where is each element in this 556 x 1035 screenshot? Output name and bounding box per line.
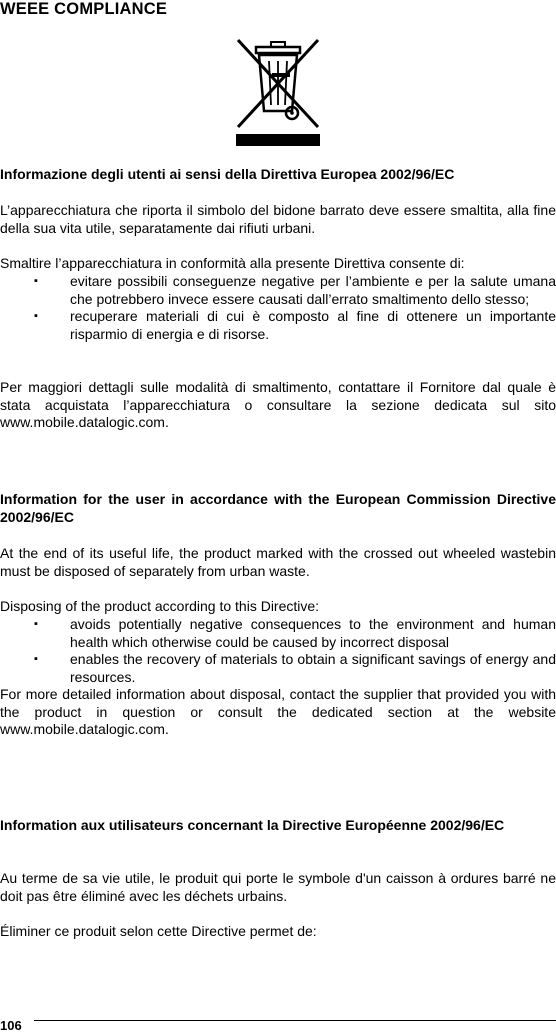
crossed-out-wheeled-bin-icon — [232, 37, 324, 149]
page-number: 106 — [0, 1018, 22, 1033]
paragraph-fr-2: Éliminer ce produit selon cette Directive permet de: — [0, 923, 317, 939]
list-item-text: recuperare materiali di cui è composto al fine di ottenere un importante risparmio di energia e di risorse. — [70, 308, 556, 342]
footer-divider — [34, 1020, 556, 1021]
paragraph-fr-1: Au terme de sa vie utile, le produit qui porte le symbole d'un caisson à ordures barré ne doit pas être éliminé avec les déchets urbains. — [0, 870, 556, 904]
paragraph-en-1: At the end of its useful life, the product marked with the crossed out wheeled wastebin must be disposed of separately from urban waste. — [0, 545, 556, 579]
page-title: WEEE COMPLIANCE — [0, 0, 168, 18]
paragraph-en-3: For more detailed information about disposal, contact the supplier that provided you with the product in question or consult the dedicated section at the website www.mobile.datalogic.com. — [0, 686, 556, 737]
bullet-mark: ▪ — [34, 653, 38, 665]
paragraph-en-2: Disposing of the product according to this Directive: — [0, 598, 320, 614]
bullet-list-en — [0, 616, 556, 686]
bullet-mark: ▪ — [34, 275, 38, 287]
list-item — [0, 616, 556, 651]
list-item — [0, 273, 556, 308]
section-heading-en: Information for the user in accordance with the European Commission Directive 2002/96/EC — [0, 491, 556, 525]
paragraph-it-2: Smaltire l’apparecchiatura in conformità alla presente Direttiva consente di: — [0, 255, 465, 271]
section-heading-fr: Information aux utilisateurs concernant la Directive Européenne 2002/96/EC — [0, 817, 505, 833]
paragraph-it-3: Per maggiori dettagli sulle modalità di smaltimento, contattare il Fornitore dal quale è stata acquistata l’apparecchiatura o consultare la sezione dedicata sul sito www.mobile.datalogic.com. — [0, 379, 556, 430]
list-item-text: enables the recovery of materials to obtain a significant savings of energy and resources. — [70, 651, 556, 685]
paragraph-it-1: L’apparecchiatura che riporta il simbolo del bidone barrato deve essere smaltita, alla fine della sua vita utile, separatamente dai rifiuti urbani. — [0, 202, 556, 236]
section-heading-it: Informazione degli utenti ai sensi della Direttiva Europea 2002/96/EC — [0, 166, 455, 182]
bullet-mark: ▪ — [34, 310, 38, 322]
list-item — [0, 308, 556, 343]
bullet-mark: ▪ — [34, 618, 38, 630]
list-item — [0, 651, 556, 686]
bullet-list-it — [0, 273, 556, 343]
list-item-text: evitare possibili conseguenze negative per l’ambiente e per la salute umana che potrebbero invece essere causati dall’errato smaltimento dello stesso; — [70, 273, 556, 307]
list-item-text: avoids potentially negative consequences to the environment and human health which otherwise could be caused by incorrect disposal — [70, 616, 556, 650]
